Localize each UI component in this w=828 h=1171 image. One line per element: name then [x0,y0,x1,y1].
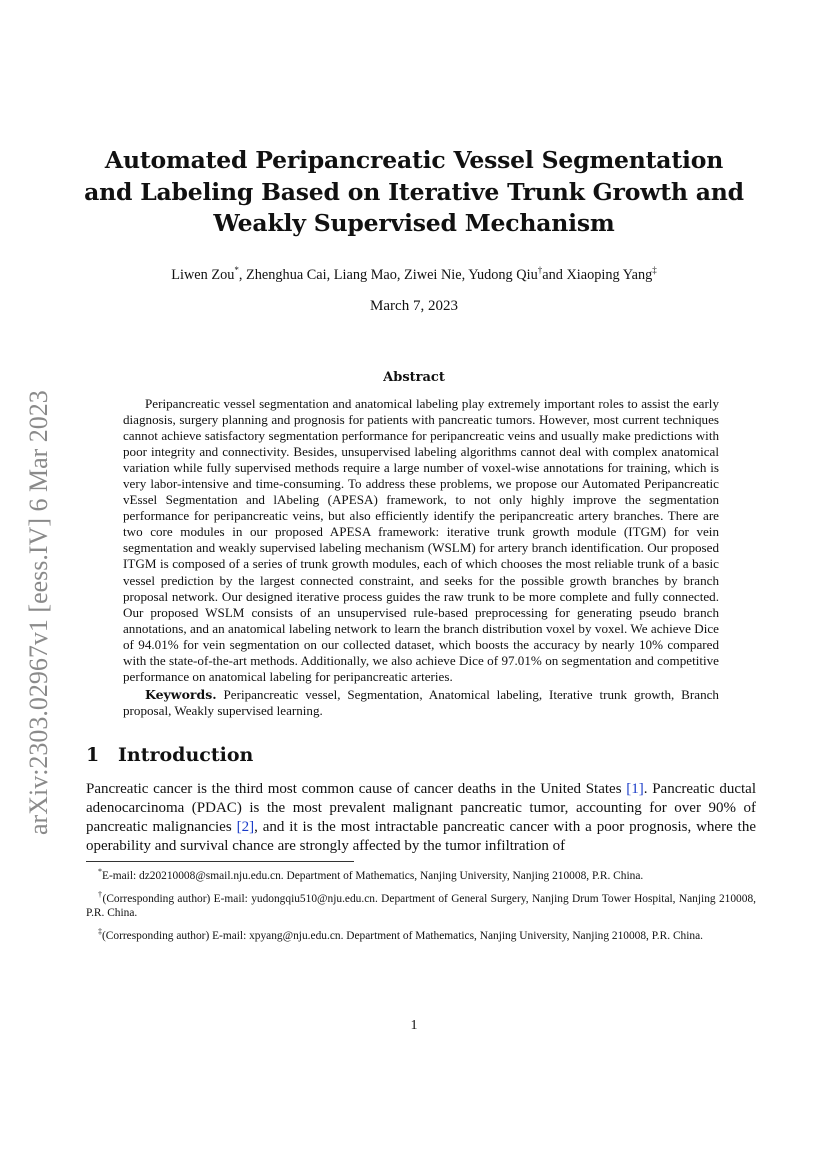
abstract-heading: Abstract [383,370,445,385]
footnote-text: (Corresponding author) E-mail: yudongqiu510@nju.edu.cn. Department of General Surgery, Nanjing Drum Tower Hospital, Nanjing 210008, P.R. China. [86,892,756,920]
footnotes [86,865,756,948]
author-list [82,260,746,285]
footnote-mark: † [98,889,103,899]
footnote-text: E-mail: dz20210008@smail.nju.edu.cn. Department of Mathematics, Nanjing University, Nanjing 210008, P.R. China. [102,869,644,882]
author-name: Liwen Zou [171,266,235,283]
section-number: 1 [86,744,100,766]
footnote-marker[interactable]: ‡ [652,265,657,275]
page-number: 1 [410,1018,418,1033]
keywords [123,687,719,720]
citation-link[interactable]: [1] [626,781,644,797]
footnote-mark: ‡ [98,927,102,937]
footnote [86,865,756,884]
author-name: , Zhenghua Cai, Liang Mao, Ziwei Nie, Yudong Qiu [238,266,538,283]
publication-date: March 7, 2023 [370,298,458,314]
arxiv-stamp[interactable]: arXiv:2303.02967v1 [eess.IV] 6 Mar 2023 [24,390,53,835]
footnote-marker[interactable]: † [537,265,543,275]
keywords-label: Keywords. [145,687,217,702]
intro-text: , and it is the most intractable pancreatic cancer with a poor prognosis, where the operability and survival chance are strongly affected by the tumor infiltration of [86,818,756,854]
footnote-divider [86,861,354,862]
intro-paragraph [86,780,756,856]
footnote-text: (Corresponding author) E-mail: xpyang@nju.edu.cn. Department of Mathematics, Nanjing University, Nanjing 210008, P.R. China. [102,930,704,943]
section-heading [86,744,253,766]
intro-text: . Pancreatic ductal adenocarcinoma (PDAC) is the most prevalent malignant pancreatic tumor, accounting for over 90% of pancreatic malignancies [86,781,757,835]
footnote [86,925,756,944]
paper-title: Automated Peripancreatic Vessel Segmentation and Labeling Based on Iterative Trunk Growth and Weakly Supervised Mechanism [84,146,744,237]
footnote [86,888,756,922]
intro-text: Pancreatic cancer is the third most common cause of cancer deaths in the United States [86,781,627,797]
citation-link[interactable]: [2] [236,818,255,835]
section-title: Introduction [118,744,254,766]
footnote-marker[interactable]: * [234,265,239,275]
footnote-mark: * [98,867,102,876]
abstract-body: Peripancreatic vessel segmentation and anatomical labeling play extremely important roles to assist the early diagnosis, surgery planning and prognosis for patients with pancreatic tumors. However, most current techniques cannot achieve satisfactory segmentation performance for peripancreatic veins and usually make predictions with poor integrity and connectivity. Besides, unsupervised labeling algorithms cannot deal with complex anatomical variation while fully supervised methods require a large number of voxel-wise annotations for training, which is very labor-intensive and time-consuming. To address these problems, we propose our Automated Peripancreatic vEssel Segmentation and lAbeling (APESA) framework, to not only highly improve the segmentation performance for peripancreatic veins, but also efficiently identify the peripancreatic artery branches. There are two core modules in our proposed APESA framework: iterative trunk growth module (ITGM) for vein segmentation and weakly supervised labeling mechanism (WSLM) for artery branch identification. Our proposed ITGM is composed of a series of trunk growth modules, each of which chooses the most reliable trunk of a basic vessel prediction by the largest connected constraint, and seeks for the possible growth branches by branch proposal network. Our designed iterative process guides the raw trunk to be more complete and fully connected. Our proposed WSLM consists of an unsupervised rule-based preprocessing for generating pseudo branch annotations, and an anatomical labeling network to learn the branch distribution voxel by voxel. We achieve Dice of 94.01% for vein segmentation on our collected dataset, which boosts the accuracy by nearly 10% compared with the state-of-the-art methods. Additionally, we also achieve Dice of 97.01% on segmentation and competitive performance on anatomical labeling for peripancreatic arteries. [123,396,719,684]
keywords-list: Peripancreatic vessel, Segmentation, Anatomical labeling, Iterative trunk growth, Branch proposal, Weakly supervised learning. [123,687,719,719]
author-name: and Xiaoping Yang [542,266,653,283]
